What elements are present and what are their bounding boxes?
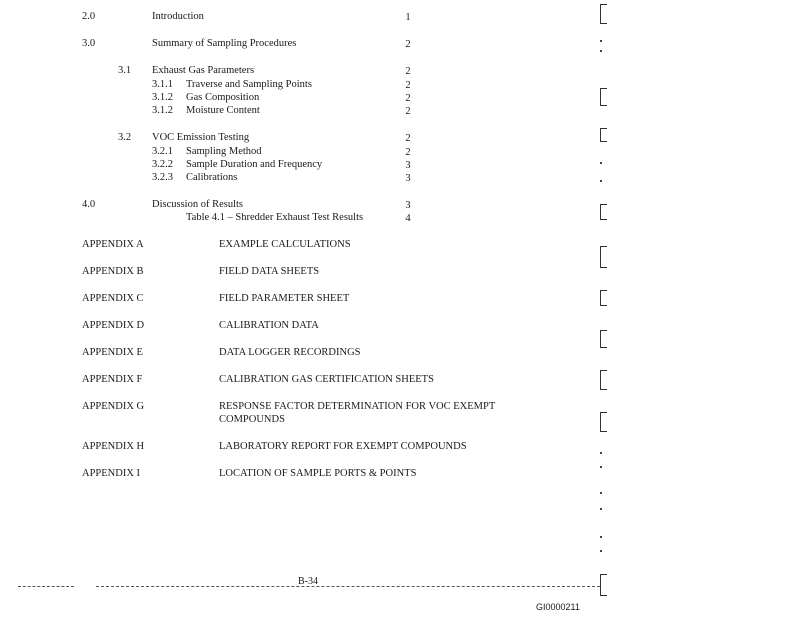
toc-num: 4.0 (82, 199, 96, 210)
appendix-title: EXAMPLE CALCULATIONS (219, 239, 351, 250)
toc-num: 3.1 (118, 65, 132, 76)
toc-page: 2 (405, 80, 411, 91)
toc-num: 3.2.3 (152, 172, 173, 183)
toc-num: 3.0 (82, 38, 96, 49)
appendix-title: RESPONSE FACTOR DETERMINATION FOR VOC EXEMPT (219, 401, 496, 412)
toc-title: Gas Composition (186, 92, 260, 103)
appendix-title: LABORATORY REPORT FOR EXEMPT COMPOUNDS (219, 441, 467, 452)
appendix-title: FIELD PARAMETER SHEET (219, 293, 350, 304)
appendix-label: APPENDIX G (82, 401, 145, 412)
appendix-title: LOCATION OF SAMPLE PORTS & POINTS (219, 468, 417, 479)
document-id: GI0000211 (536, 602, 580, 612)
toc-page: 3 (405, 160, 411, 171)
toc-page: 3 (405, 200, 411, 211)
toc-title: VOC Emission Testing (152, 132, 250, 143)
toc-page: 2 (405, 147, 411, 158)
toc-title: Introduction (152, 11, 204, 22)
toc-title: Exhaust Gas Parameters (152, 65, 255, 76)
appendix-label: APPENDIX A (82, 239, 144, 250)
toc-page: 2 (405, 39, 411, 50)
toc-page: 3 (405, 173, 411, 184)
appendix-title: CALIBRATION GAS CERTIFICATION SHEETS (219, 374, 434, 385)
footer-rule (96, 586, 600, 587)
appendix-label: APPENDIX E (82, 347, 143, 358)
appendix-title-line2: COMPOUNDS (219, 414, 285, 425)
toc-num: 3.1.2 (152, 105, 173, 116)
toc-title: Calibrations (186, 172, 238, 183)
page-number: B-34 (298, 576, 318, 587)
toc-page: 2 (405, 106, 411, 117)
toc-title: Traverse and Sampling Points (186, 79, 312, 90)
toc-num: 3.1.1 (152, 79, 173, 90)
toc-num: 3.2.2 (152, 159, 173, 170)
toc-title: Moisture Content (186, 105, 260, 116)
appendix-label: APPENDIX H (82, 441, 145, 452)
toc-page: 2 (405, 133, 411, 144)
toc-title: Discussion of Results (152, 199, 244, 210)
appendix-label: APPENDIX I (82, 468, 141, 479)
toc-num: 3.1.2 (152, 92, 173, 103)
toc-num: 2.0 (82, 11, 96, 22)
toc-page: 2 (405, 66, 411, 77)
toc-page: 4 (405, 213, 411, 224)
toc-title: Summary of Sampling Procedures (152, 38, 297, 49)
toc-title: Table 4.1 – Shredder Exhaust Test Results (186, 212, 364, 223)
footer-rule-left (18, 586, 74, 587)
appendix-title: FIELD DATA SHEETS (219, 266, 320, 277)
toc-page: 1 (405, 12, 411, 23)
appendix-title: DATA LOGGER RECORDINGS (219, 347, 361, 358)
appendix-label: APPENDIX F (82, 374, 143, 385)
appendix-label: APPENDIX C (82, 293, 144, 304)
appendix-label: APPENDIX B (82, 266, 144, 277)
toc-title: Sample Duration and Frequency (186, 159, 323, 170)
appendix-label: APPENDIX D (82, 320, 145, 331)
toc-page: 2 (405, 93, 411, 104)
toc-num: 3.2 (118, 132, 132, 143)
toc-num: 3.2.1 (152, 146, 173, 157)
appendix-title: CALIBRATION DATA (219, 320, 319, 331)
toc-title: Sampling Method (186, 146, 262, 157)
